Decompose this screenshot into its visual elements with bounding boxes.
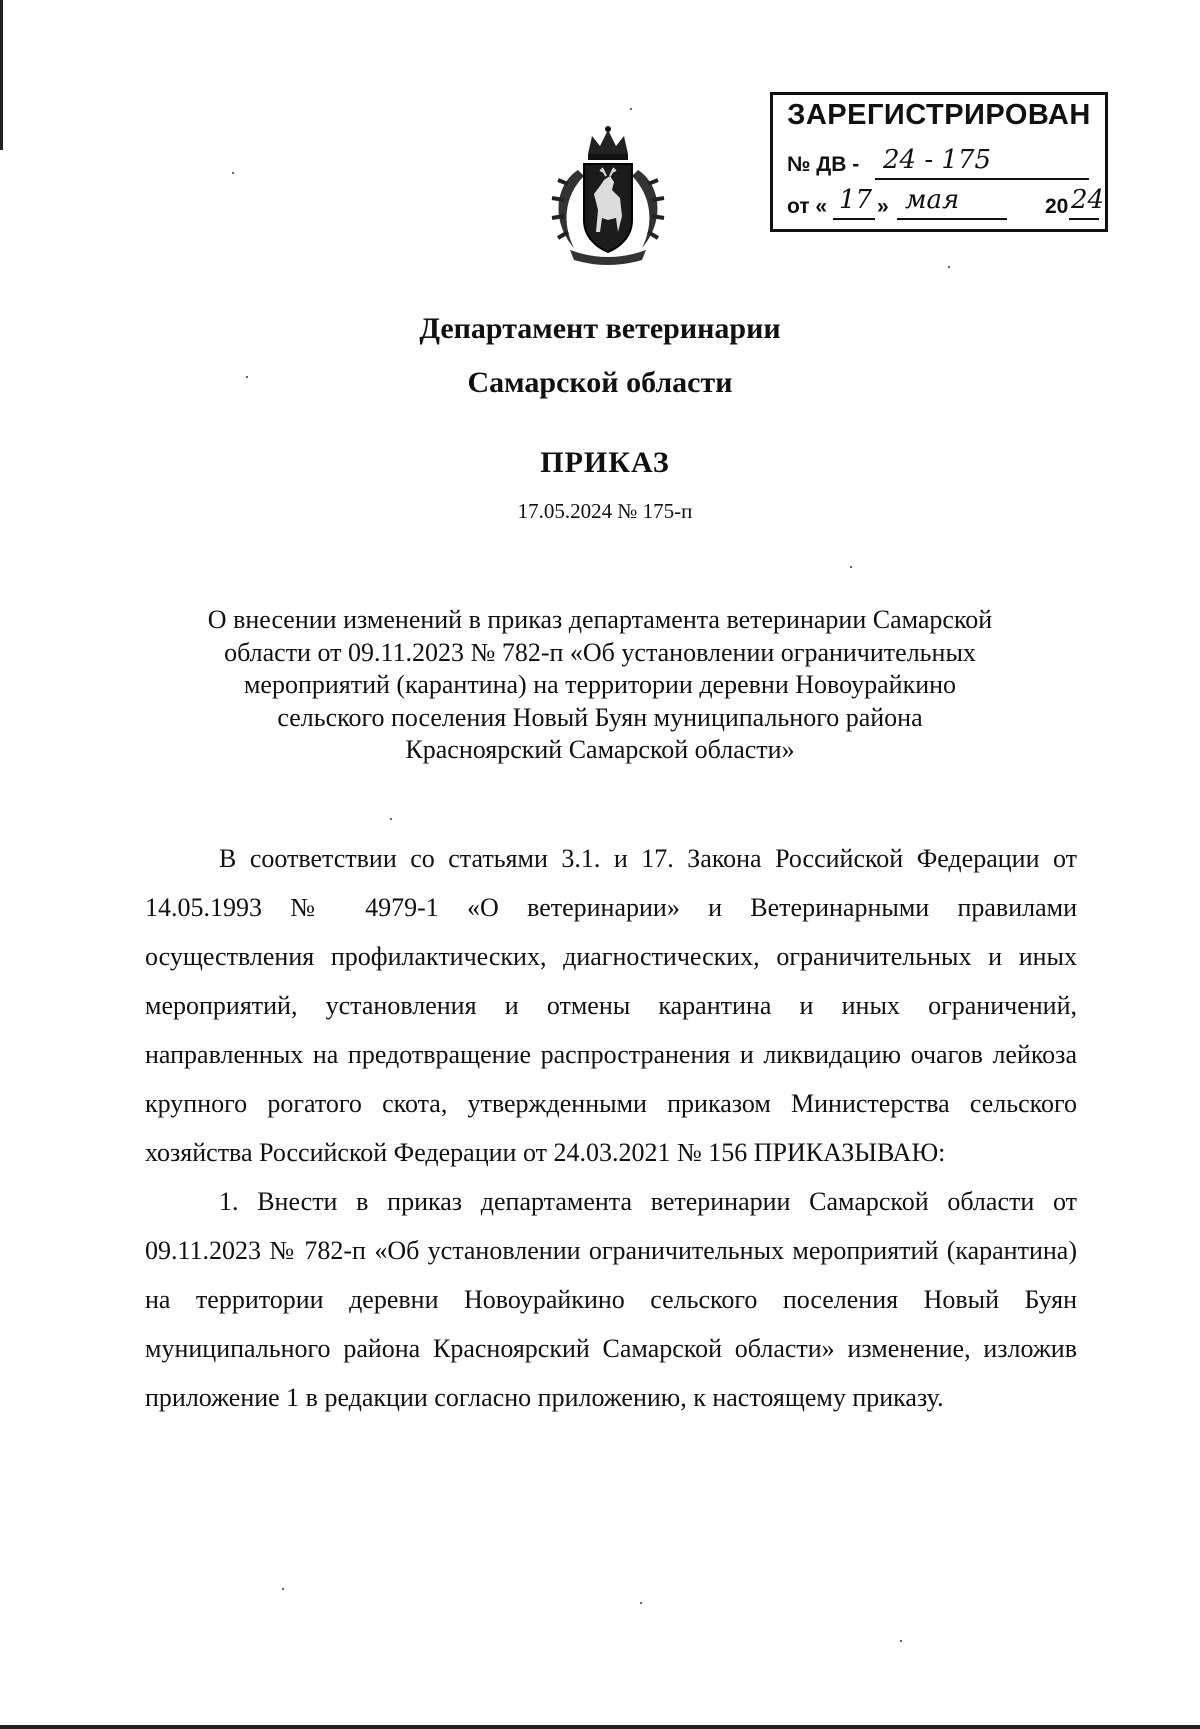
body-paragraph-item-1: 1. Внести в приказ департамента ветеринарии Самарской области от 09.11.2023 № 782-п «Об установлении ограничительных мероприятий (карантина) на территории деревни Новоурайкино сельского поселения Новый Буян муниципального района Красноярский Самарской области» изменение, изложив приложение 1 в редакции согласно приложению, к настоящему приказу. — [145, 1187, 1077, 1412]
stamp-title: ЗАРЕГИСТРИРОВАН — [787, 99, 1091, 131]
scan-edge-left — [0, 0, 3, 150]
scan-speck — [948, 266, 950, 268]
scan-edge-bottom — [0, 1725, 1200, 1729]
stamp-date-year: 24 — [1071, 185, 1105, 215]
scan-speck — [900, 1640, 902, 1642]
samara-coat-of-arms-icon — [534, 124, 682, 270]
stamp-date-month-underline — [897, 218, 1007, 220]
stamp-date-label-close: » — [877, 195, 889, 218]
scan-speck — [850, 566, 852, 568]
order-subject: О внесении изменений в приказ департамента ветеринарии Самарской области от 09.11.2023 № 782-п «Об установлении ограничительных мероприятий (карантина) на территории деревни Новоурайкино сельского поселения Новый Буян муниципального района Красноярский Самарской области» — [207, 605, 993, 764]
stamp-number-line — [787, 145, 1093, 183]
scan-speck — [630, 108, 632, 110]
order-body — [145, 834, 1077, 1422]
stamp-number-label: № ДВ - — [787, 153, 860, 176]
body-paragraph-legal-basis: В соответствии со статьями 3.1. и 17. Закона Российской Федерации от 14.05.1993 № 4979-1 «О ветеринарии» и Ветеринарными правилами осуществления профилактических, диагностических, ограничительных и иных мероприятий, установления и отмены карантина и иных ограничений, направленных на предотвращение распространения и ликвидацию очагов лейкоза крупного рогатого скота, утвержденными приказом Министерства сельского хозяйства Российской Федерации от 24.03.2021 № 156 ПРИКАЗЫВАЮ: — [145, 844, 1077, 1167]
stamp-date-day-underline — [833, 218, 875, 220]
document-type-heading: ПРИКАЗ — [540, 446, 670, 479]
stamp-date-month: мая — [905, 185, 960, 215]
department-name-line2: Самарской области — [467, 366, 733, 399]
scan-speck — [282, 1588, 284, 1590]
stamp-date-day: 17 — [839, 185, 873, 215]
stamp-number-handwritten: 24 - 175 — [883, 145, 992, 175]
order-date-number: 17.05.2024 № 175-п — [517, 499, 693, 523]
scan-speck — [640, 1602, 642, 1604]
registration-stamp — [770, 92, 1108, 232]
scan-speck — [232, 172, 234, 174]
stamp-date-year-prefix: 20 — [1045, 195, 1069, 218]
stamp-date-line — [787, 185, 1105, 225]
scan-speck — [390, 818, 392, 820]
stamp-number-underline — [875, 178, 1089, 180]
department-name-line1: Департамент ветеринарии — [419, 312, 781, 345]
stamp-date-label-open: от « — [787, 195, 828, 218]
stamp-date-year-underline — [1069, 218, 1099, 220]
